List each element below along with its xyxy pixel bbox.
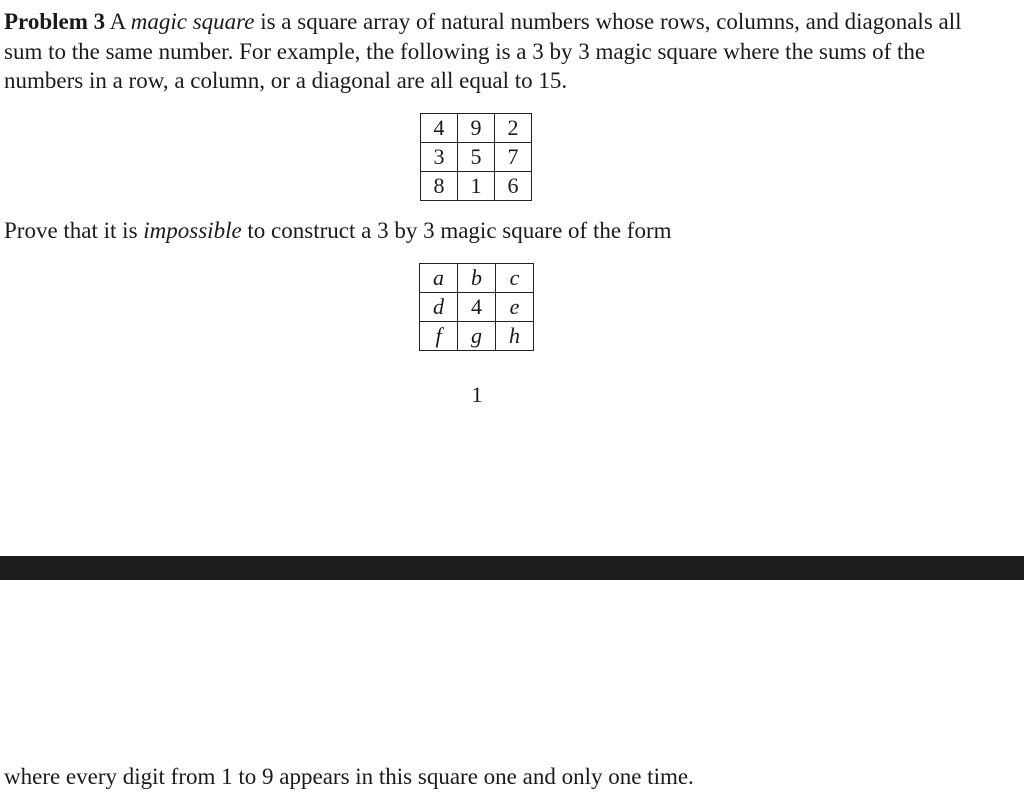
square-cell: 8 — [421, 172, 458, 201]
square-cell: h — [496, 322, 534, 351]
table-row — [421, 114, 532, 143]
prove-end: to construct a 3 by 3 magic square of the form — [241, 218, 672, 243]
prove-start: Prove that it is — [4, 218, 144, 243]
square-cell: c — [496, 264, 534, 293]
square-cell: f — [420, 322, 458, 351]
continuation-text: where every digit from 1 to 9 appears in this square one and only one time. — [4, 764, 694, 789]
problem-statement — [4, 7, 1004, 96]
prove-statement — [4, 216, 1004, 246]
page-number: 1 — [471, 382, 483, 407]
table-row — [421, 143, 532, 172]
square-cell: b — [458, 264, 496, 293]
problem-intro-start: A — [105, 9, 131, 34]
table-row — [420, 264, 534, 293]
table-row — [420, 322, 534, 351]
square-cell: 9 — [458, 114, 495, 143]
square-cell: 4 — [458, 293, 496, 322]
square-cell: 3 — [421, 143, 458, 172]
variable-magic-square — [419, 263, 534, 351]
magic-square-term: magic square — [130, 9, 255, 34]
square-cell: 6 — [495, 172, 532, 201]
problem-intro-rest: is a square array of natural numbers whose rows, columns, and diagonals all sum to the same number. For example, the following is a 3 by 3 magic square where the sums of the numbers in a row, a column, or a diagonal are all equal to 15. — [4, 9, 962, 93]
square-cell: 5 — [458, 143, 495, 172]
impossible-emphasis: impossible — [143, 218, 242, 243]
square-cell: 7 — [495, 143, 532, 172]
problem-label: Problem 3 — [4, 9, 106, 34]
example-magic-square — [420, 113, 532, 201]
square-cell: 1 — [458, 172, 495, 201]
square-cell: g — [458, 322, 496, 351]
table-row — [421, 172, 532, 201]
square-cell: a — [420, 264, 458, 293]
square-cell: 4 — [421, 114, 458, 143]
square-cell: 2 — [495, 114, 532, 143]
page-separator — [0, 556, 1024, 580]
table-row — [420, 293, 534, 322]
square-cell: d — [420, 293, 458, 322]
square-cell: e — [496, 293, 534, 322]
